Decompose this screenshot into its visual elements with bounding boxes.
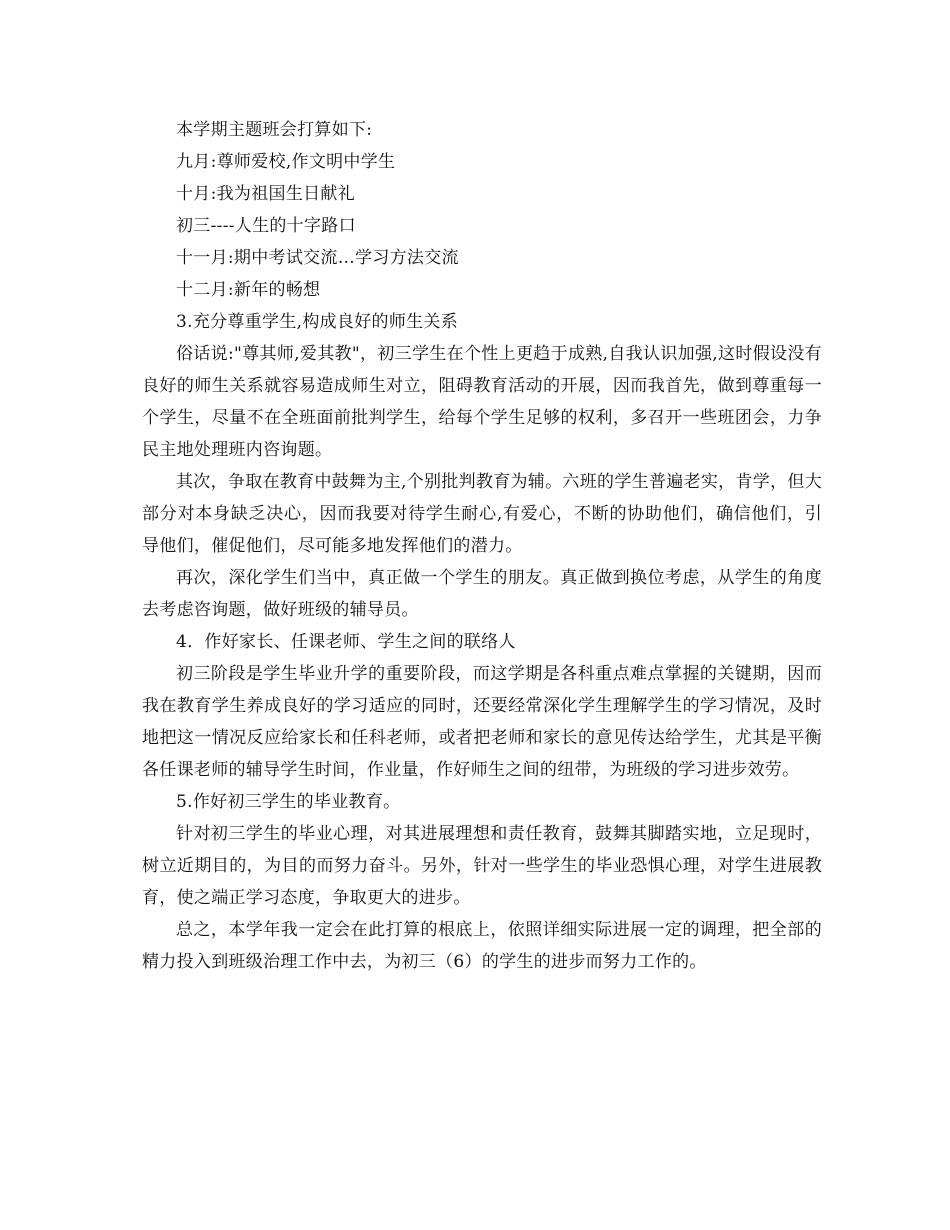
paragraph-teacher-student-relation: 俗话说:"尊其师,爱其教"，初三学生在个性上更趋于成熟,自我认识加强,这时假设没有良好的师生关系就容易造成师生对立，阻碍教育活动的开展，因而我首先，做到尊重每一个学生，尽量不在全班面前批判学生，给每个学生足够的权利，多召开一些班团会，力争民主地处理班内咨询题。 [142,344,822,460]
heading-respect-students: 3.充分尊重学生,构成良好的师生关系 [176,312,459,332]
paragraph-graduation-details: 针对初三学生的毕业心理，对其进展理想和责任教育，鼓舞其脚踏实地，立足现时，树立近期目的，为目的而努力奋斗。另外，针对一些学生的毕业恐惧心理，对学生进展教育，使之端正学习态度，争取更大的进步。 [142,824,822,908]
paragraph-encouragement: 其次，争取在教育中鼓舞为主,个别批判教育为辅。六班的学生普遍老实，肯学，但大部分对本身缺乏决心，因而我要对待学生耐心,有爱心，不断的协助他们，确信他们，引导他们，催促他们，尽可能多地发挥他们的潜力。 [142,472,822,556]
paragraph-november: 十一月:期中考试交流…学习方法交流 [176,248,459,268]
paragraph-crossroads: 初三----人生的十字路口 [176,216,356,236]
heading-graduation-education: 5.作好初三学生的毕业教育。 [176,792,401,812]
paragraph-conclusion: 总之，本学年我一定会在此打算的根底上，依照详细实际进展一定的调理，把全部的精力投入到班级治理工作中去，为初三（6）的学生的进步而努力工作的。 [142,920,822,972]
paragraph-friendship: 再次，深化学生们当中，真正做一个学生的朋友。真正做到换位考虑，从学生的角度去考虑咨询题，做好班级的辅导员。 [142,568,822,620]
paragraph-december: 十二月:新年的畅想 [176,280,321,300]
heading-liaison: 4．作好家长、任课老师、学生之间的联络人 [176,632,516,652]
paragraph-october: 十月:我为祖国生日献礼 [176,184,356,204]
document-body [142,114,822,978]
paragraph-plan-intro: 本学期主题班会打算如下: [176,120,373,140]
paragraph-liaison-details: 初三阶段是学生毕业升学的重要阶段，而这学期是各科重点难点掌握的关键期，因而我在教育学生养成良好的学习适应的同时，还要经常深化学生理解学生的学习情况，及时地把这一情况反应给家长和任科老师，或者把老师和家长的意见传达给学生，尤其是平衡各任课老师的辅导学生时间，作业量，作好师生之间的纽带，为班级的学习进步效劳。 [142,664,822,780]
paragraph-september: 九月:尊师爱校,作文明中学生 [176,152,396,172]
